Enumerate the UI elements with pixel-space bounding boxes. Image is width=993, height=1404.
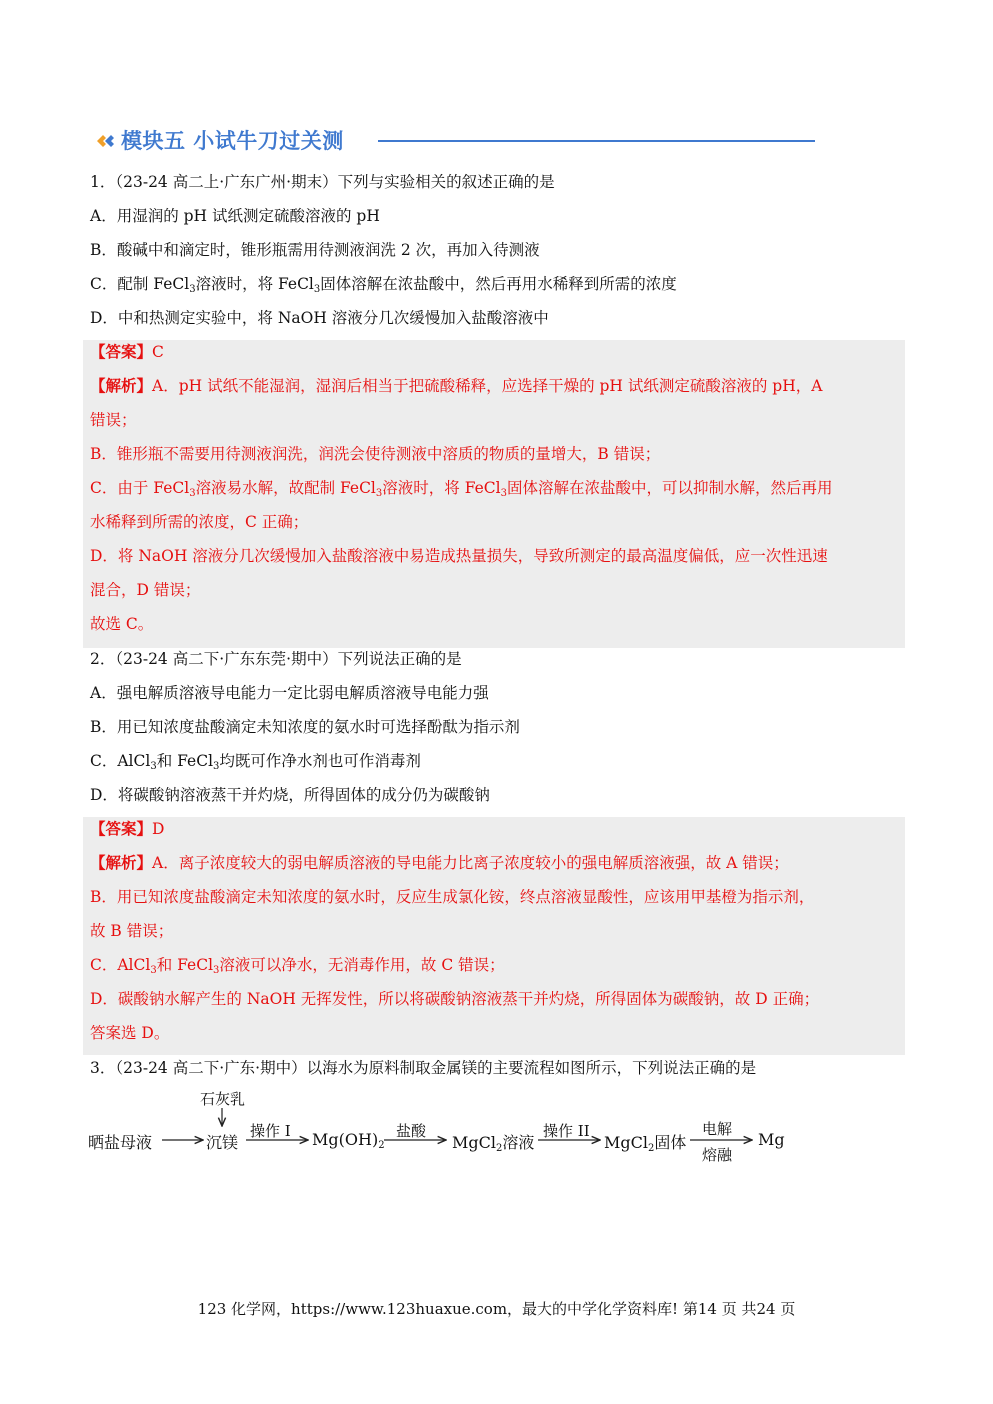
q2-option-a: A．强电解质溶液导电能力一定比弱电解质溶液导电能力强 [90, 684, 489, 702]
q2-option-b: B．用已知浓度盐酸滴定未知浓度的氨水时可选择酚酞为指示剂 [90, 718, 520, 736]
q1-option-b: B．酸碱中和滴定时，锥形瓶需用待测液润洗 2 次，再加入待测液 [90, 241, 540, 259]
page-footer: 123 化学网，https://www.123huaxue.com，最大的中学化学资料库! 第14 页 共24 页 [197, 1300, 796, 1318]
q1-conclusion: 故选 C。 [90, 615, 154, 633]
label-operation-1: 操作 I [250, 1122, 291, 1140]
q1-analysis-d1: D．将 NaOH 溶液分几次缓慢加入盐酸溶液中易造成热量损失，导致所测定的最高温度偏低，应一次性迅速 [90, 547, 828, 565]
q2-conclusion: 答案选 D。 [90, 1024, 170, 1042]
label-hydrochloric-acid: 盐酸 [396, 1122, 427, 1140]
q3-stem: 3．（23-24 高二下·广东·期中）以海水为原料制取金属镁的主要流程如图所示，下列说法正确的是 [90, 1059, 757, 1077]
section-header [95, 124, 735, 158]
q2-option-d: D．将碳酸钠溶液蒸干并灼烧，所得固体的成分仍为碳酸钠 [90, 786, 490, 804]
q2-analysis-a: 【解析】A．离子浓度较大的弱电解质溶液的导电能力比离子浓度较小的强电解质溶液强，故 A 错误； [90, 853, 789, 872]
label-electrolysis: 电解 [702, 1120, 733, 1138]
section-rule [378, 140, 815, 142]
node-mother-liquor: 晒盐母液 [88, 1133, 153, 1152]
node-precipitate: 沉镁 [206, 1133, 239, 1152]
q2-analysis-d: D．碳酸钠水解产生的 NaOH 无挥发性，所以将碳酸钠溶液蒸干并灼烧，所得固体为碳酸钠，故 D 正确； [90, 990, 820, 1008]
label-molten: 熔融 [702, 1146, 733, 1164]
q1-option-a: A．用湿润的 pH 试纸测定硫酸溶液的 pH [90, 207, 380, 225]
q2-analysis-b1: B．用已知浓度盐酸滴定未知浓度的氨水时，反应生成氯化铵，终点溶液显酸性，应该用甲基橙为指示剂， [90, 888, 815, 906]
q1-analysis-b: B．锥形瓶不需要用待测液润洗，润洗会使待测液中溶质的物质的量增大，B 错误； [90, 445, 661, 463]
node-mg-oh2: $Mg(OH)_2$ [312, 1130, 385, 1151]
node-magnesium: Mg [758, 1130, 785, 1149]
node-mgcl2-solid: MgCl$_2$固体 [604, 1133, 687, 1154]
q1-analysis-c1: C．由于 FeCl$_3$溶液易水解，故配制 FeCl$_3$溶液时，将 FeCl$_3$固体溶解在浓盐酸中，可以抑制水解，然后再用 [90, 479, 833, 499]
q1-option-c: C．配制 FeCl$_3$溶液时，将 FeCl$_3$固体溶解在浓盐酸中，然后再用水稀释到所需的浓度 [90, 275, 677, 295]
q2-analysis-c: C．AlCl$_3$和 FeCl$_3$溶液可以净水，无消毒作用，故 C 错误； [90, 956, 505, 976]
magnesium-flow-diagram [88, 1086, 808, 1166]
reagent-lime-milk: 石灰乳 [200, 1090, 246, 1108]
node-mgcl2-solution: MgCl$_2$溶液 [452, 1133, 535, 1154]
q2-stem: 2．（23-24 高二下·广东东莞·期中）下列说法正确的是 [90, 650, 462, 668]
q1-answer: 【答案】C [90, 342, 164, 361]
q2-option-c: C．AlCl$_3$和 FeCl$_3$均既可作净水剂也可作消毒剂 [90, 752, 421, 772]
section-title: 模块五 小试牛刀过关测 [121, 129, 344, 153]
q1-stem: 1．（23-24 高二上·广东广州·期末）下列与实验相关的叙述正确的是 [90, 173, 555, 191]
q1-option-d: D．中和热测定实验中，将 NaOH 溶液分几次缓慢加入盐酸溶液中 [90, 309, 549, 327]
q1-analysis-d2: 混合，D 错误； [90, 581, 201, 599]
label-operation-2: 操作 II [543, 1122, 590, 1140]
q2-analysis-b2: 故 B 错误； [90, 922, 174, 940]
q1-analysis-a1: 【解析】A．pH 试纸不能湿润，湿润后相当于把硫酸稀释，应选择干燥的 pH 试纸测定硫酸溶液的 pH，A [90, 376, 823, 395]
q1-analysis-c2: 水稀释到所需的浓度，C 正确； [90, 513, 309, 531]
flow-arrows [88, 1086, 808, 1166]
double-chevron-icon [95, 132, 117, 150]
q1-analysis-a2: 错误； [90, 411, 137, 429]
q2-answer: 【答案】D [90, 819, 165, 838]
